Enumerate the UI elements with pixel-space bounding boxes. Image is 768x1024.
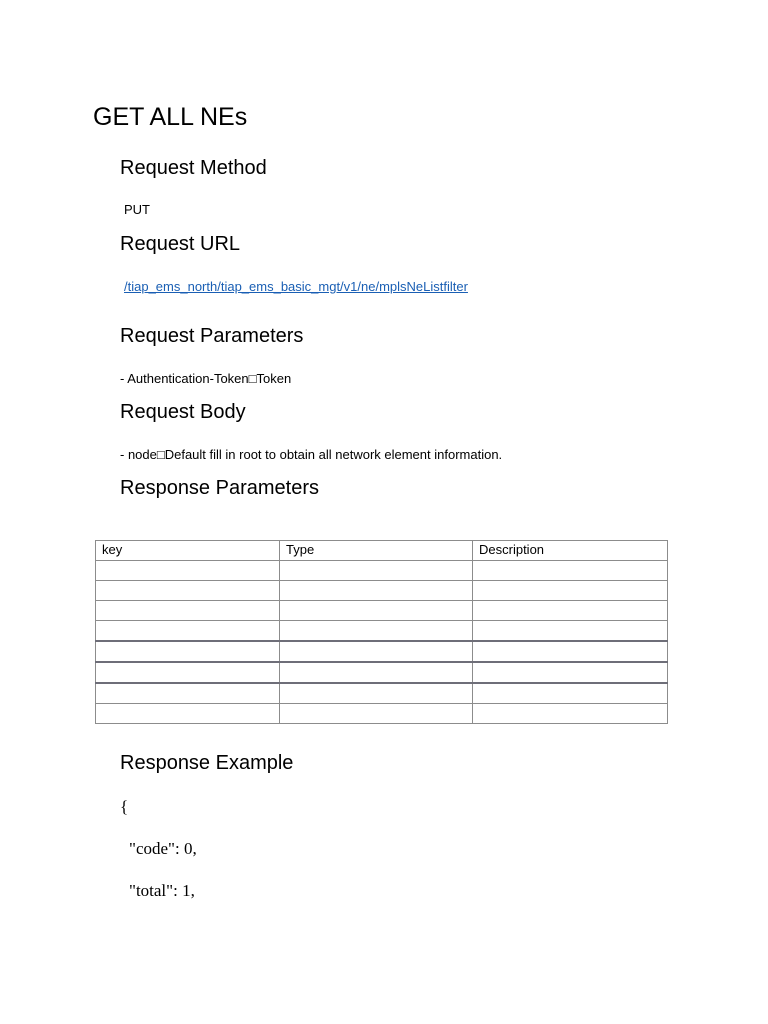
table-row bbox=[96, 683, 668, 704]
table-cell bbox=[473, 561, 668, 581]
section-heading-request-method: Request Method bbox=[120, 157, 267, 179]
response-example-line: "total": 1, bbox=[129, 881, 195, 900]
table-row bbox=[96, 704, 668, 724]
table-header-key: key bbox=[96, 541, 280, 561]
table-header-row bbox=[96, 541, 668, 561]
table-cell bbox=[473, 683, 668, 704]
table-cell bbox=[473, 581, 668, 601]
request-method-value: PUT bbox=[124, 202, 150, 217]
table-cell bbox=[280, 561, 473, 581]
table-cell bbox=[280, 621, 473, 642]
request-parameters-text: - Authentication-Token□Token bbox=[120, 371, 292, 386]
section-heading-response-parameters: Response Parameters bbox=[120, 477, 319, 499]
table-cell bbox=[96, 561, 280, 581]
table-cell bbox=[280, 704, 473, 724]
table-row bbox=[96, 561, 668, 581]
response-parameters-table bbox=[95, 540, 668, 724]
table-row bbox=[96, 641, 668, 662]
table-row bbox=[96, 621, 668, 642]
table-header-description: Description bbox=[473, 541, 668, 561]
table-cell bbox=[280, 662, 473, 683]
table-cell bbox=[473, 662, 668, 683]
table-cell bbox=[96, 662, 280, 683]
table-row bbox=[96, 581, 668, 601]
table-row bbox=[96, 662, 668, 683]
section-heading-response-example: Response Example bbox=[120, 752, 294, 774]
section-heading-request-parameters: Request Parameters bbox=[120, 325, 304, 347]
table-cell bbox=[280, 581, 473, 601]
response-example-line: { bbox=[120, 797, 129, 816]
table-cell bbox=[96, 704, 280, 724]
section-heading-request-body: Request Body bbox=[120, 401, 246, 423]
table-cell bbox=[96, 581, 280, 601]
table-row bbox=[96, 601, 668, 621]
response-example-line: "code": 0, bbox=[129, 839, 197, 858]
request-body-text: - node□Default fill in root to obtain all network element information. bbox=[120, 447, 503, 462]
section-heading-request-url: Request URL bbox=[120, 233, 241, 255]
table-header-type: Type bbox=[280, 541, 473, 561]
table-cell bbox=[96, 621, 280, 642]
table-cell bbox=[96, 601, 280, 621]
table-cell bbox=[473, 601, 668, 621]
table-cell bbox=[280, 641, 473, 662]
table-cell bbox=[473, 704, 668, 724]
request-url-link[interactable]: /tiap_ems_north/tiap_ems_basic_mgt/v1/ne/mplsNeListfilter bbox=[124, 279, 468, 294]
table-cell bbox=[280, 601, 473, 621]
table-cell bbox=[280, 683, 473, 704]
table-cell bbox=[96, 683, 280, 704]
table-cell bbox=[473, 641, 668, 662]
table-cell bbox=[473, 621, 668, 642]
table-cell bbox=[96, 641, 280, 662]
page-title: GET ALL NEs bbox=[93, 103, 248, 131]
